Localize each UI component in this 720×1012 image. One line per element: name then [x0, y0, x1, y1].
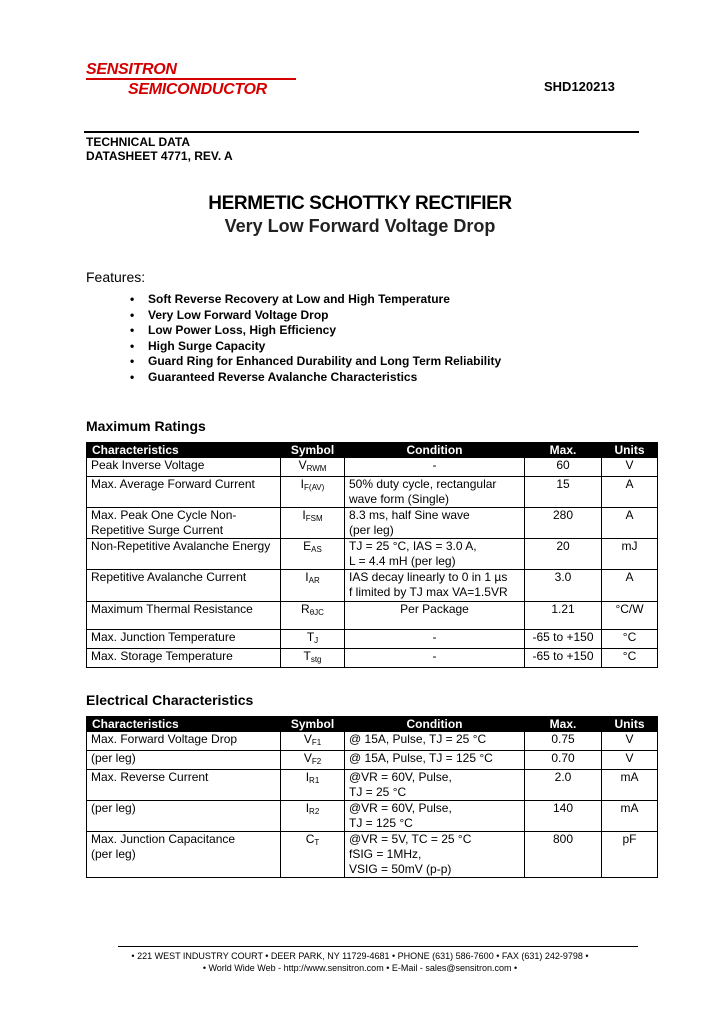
units-cell-line: A — [625, 570, 634, 584]
page-title: HERMETIC SCHOTTKY RECTIFIER — [208, 193, 512, 214]
symbol-letter: I — [300, 477, 305, 491]
units-cell — [602, 602, 658, 630]
feature-item: • High Surge Capacity — [130, 339, 501, 355]
char-cell-line: (per leg) — [91, 847, 136, 861]
table-header-row — [87, 717, 658, 732]
condition-cell-line: @ 15A, Pulse, TJ = 125 °C — [349, 751, 493, 765]
symbol-letter: T — [306, 630, 315, 644]
company-name-line2: SEMICONDUCTOR — [128, 81, 267, 98]
table-row — [87, 477, 658, 508]
symbol-subscript: F(AV) — [304, 483, 325, 492]
condition-cell-line: - — [432, 458, 437, 472]
units-cell — [602, 832, 658, 878]
max-cell-line: 280 — [552, 508, 574, 522]
char-cell-line: Repetitive Avalanche Current — [91, 570, 247, 584]
condition-cell-line: - — [432, 649, 437, 663]
col-header: Units — [602, 717, 658, 732]
max-cell-line: 3.0 — [554, 570, 572, 584]
footer-divider — [118, 946, 638, 947]
table-row — [87, 630, 658, 649]
table-row — [87, 732, 658, 751]
col-header: Max. — [525, 717, 602, 732]
symbol-subscript: J — [314, 636, 319, 645]
units-cell — [602, 751, 658, 770]
char-cell-line: Peak Inverse Voltage — [91, 458, 205, 472]
feature-item: • Low Power Loss, High Efficiency — [130, 323, 501, 339]
symbol-letter: I — [305, 770, 310, 784]
condition-cell-line: TJ = 125 °C — [349, 816, 413, 830]
condition-cell-line: TJ = 25 °C, IAS = 3.0 A, — [349, 539, 477, 553]
condition-cell-line: fSIG = 1MHz, — [349, 847, 422, 861]
char-cell-line: Max. Junction Capacitance — [91, 832, 236, 846]
char-cell — [87, 477, 281, 508]
max-cell — [525, 732, 602, 751]
symbol-subscript: F2 — [311, 757, 322, 766]
max-ratings-table — [86, 442, 658, 668]
condition-cell-line: IAS decay linearly to 0 in 1 µs — [349, 570, 508, 584]
condition-cell-line: L = 4.4 mH (per leg) — [349, 554, 456, 568]
char-cell-line: Repetitive Surge Current — [91, 523, 224, 537]
symbol-subscript: R1 — [309, 776, 320, 785]
max-cell — [525, 570, 602, 602]
doc-type: TECHNICAL DATA — [86, 135, 190, 149]
symbol-cell — [281, 630, 345, 649]
units-cell-line: °C — [622, 630, 637, 644]
condition-cell — [345, 539, 525, 570]
symbol-subscript: T — [314, 838, 320, 847]
max-cell-line: 20 — [556, 539, 570, 553]
col-header: Characteristics — [87, 443, 281, 458]
condition-cell — [345, 751, 525, 770]
table-row — [87, 751, 658, 770]
max-cell — [525, 508, 602, 539]
units-cell — [602, 649, 658, 668]
table-row — [87, 649, 658, 668]
units-cell-line: A — [625, 477, 634, 491]
symbol-cell — [281, 508, 345, 539]
condition-cell-line: @VR = 60V, Pulse, — [349, 801, 452, 815]
condition-cell-line: @ 15A, Pulse, TJ = 25 °C — [349, 732, 487, 746]
units-cell-line: mA — [620, 801, 639, 815]
features-heading: Features: — [86, 269, 146, 285]
condition-cell — [345, 477, 525, 508]
units-cell — [602, 477, 658, 508]
max-cell — [525, 477, 602, 508]
max-cell-line: 140 — [552, 801, 574, 815]
units-cell — [602, 770, 658, 801]
table-row — [87, 832, 658, 878]
symbol-cell — [281, 751, 345, 770]
char-cell-line: Max. Peak One Cycle Non- — [91, 508, 237, 522]
char-cell — [87, 649, 281, 668]
char-cell-line: Max. Junction Temperature — [91, 630, 236, 644]
feature-item: • Guaranteed Reverse Avalanche Characteristics — [130, 370, 501, 386]
table-row — [87, 770, 658, 801]
max-cell — [525, 630, 602, 649]
condition-cell — [345, 649, 525, 668]
char-cell — [87, 570, 281, 602]
max-cell — [525, 458, 602, 477]
symbol-letter: I — [302, 508, 306, 522]
max-cell — [525, 770, 602, 801]
char-cell — [87, 832, 281, 878]
col-header: Condition — [345, 443, 525, 458]
max-cell — [525, 539, 602, 570]
table-header-row — [87, 443, 658, 458]
condition-cell-line: (per leg) — [349, 523, 394, 537]
max-cell-line: 0.75 — [551, 732, 575, 746]
units-cell-line: V — [625, 458, 634, 472]
units-cell-line: pF — [622, 832, 637, 846]
max-cell-line: 2.0 — [554, 770, 572, 784]
condition-cell-line: VSIG = 50mV (p-p) — [349, 862, 452, 876]
page-subtitle: Very Low Forward Voltage Drop — [224, 216, 496, 236]
table-row — [87, 602, 658, 630]
char-cell — [87, 801, 281, 832]
max-cell-line: 1.21 — [551, 602, 575, 616]
max-cell-line: 60 — [556, 458, 570, 472]
table-row — [87, 458, 658, 477]
col-header: Condition — [345, 717, 525, 732]
char-cell-line: (per leg) — [91, 751, 136, 765]
condition-cell — [345, 801, 525, 832]
units-cell — [602, 508, 658, 539]
condition-cell — [345, 630, 525, 649]
symbol-subscript: FSM — [305, 514, 323, 523]
electrical-table — [86, 716, 658, 878]
header-divider — [84, 131, 639, 133]
symbol-subscript: R2 — [309, 807, 320, 816]
max-ratings-heading: Maximum Ratings — [86, 418, 206, 434]
char-cell-line: Max. Average Forward Current — [91, 477, 255, 491]
char-cell — [87, 602, 281, 630]
symbol-subscript: θJC — [309, 608, 324, 617]
units-cell-line: mJ — [621, 539, 638, 553]
symbol-letter: V — [298, 458, 307, 472]
table-row — [87, 570, 658, 602]
units-cell — [602, 458, 658, 477]
col-header: Symbol — [281, 443, 345, 458]
char-cell-line: Maximum Thermal Resistance — [91, 602, 253, 616]
condition-cell — [345, 570, 525, 602]
max-cell — [525, 602, 602, 630]
symbol-subscript: AR — [308, 576, 320, 585]
symbol-letter: V — [303, 732, 312, 746]
condition-cell-line: f limited by TJ max VA=1.5VR — [349, 585, 508, 599]
units-cell — [602, 732, 658, 751]
doc-info — [86, 135, 233, 163]
condition-cell-line: 50% duty cycle, rectangular — [349, 477, 497, 491]
symbol-letter: T — [303, 649, 311, 663]
symbol-cell — [281, 732, 345, 751]
units-cell — [602, 801, 658, 832]
units-cell — [602, 630, 658, 649]
char-cell — [87, 751, 281, 770]
units-cell — [602, 570, 658, 602]
feature-item: • Very Low Forward Voltage Drop — [130, 308, 501, 324]
max-cell — [525, 751, 602, 770]
feature-item: • Guard Ring for Enhanced Durability and Long Term Reliability — [130, 354, 501, 370]
max-cell-line: 15 — [556, 477, 570, 491]
symbol-letter: R — [301, 602, 310, 616]
units-cell-line: V — [625, 751, 634, 765]
char-cell-line: Max. Reverse Current — [91, 770, 209, 784]
symbol-cell — [281, 801, 345, 832]
col-header: Max. — [525, 443, 602, 458]
condition-cell — [345, 458, 525, 477]
condition-cell — [345, 508, 525, 539]
char-cell — [87, 630, 281, 649]
char-cell-line: Max. Forward Voltage Drop — [91, 732, 238, 746]
char-cell-line: Non-Repetitive Avalanche Energy — [91, 539, 271, 553]
condition-cell-line: wave form (Single) — [349, 492, 450, 506]
symbol-subscript: F1 — [311, 738, 322, 747]
symbol-cell — [281, 770, 345, 801]
table-row — [87, 539, 658, 570]
condition-cell-line: - — [432, 630, 437, 644]
symbol-letter: E — [303, 539, 312, 553]
electrical-heading: Electrical Characteristics — [86, 692, 254, 708]
char-cell — [87, 539, 281, 570]
condition-cell — [345, 732, 525, 751]
units-cell-line: °C — [622, 649, 637, 663]
symbol-subscript: AS — [311, 545, 322, 554]
symbol-cell — [281, 832, 345, 878]
char-cell — [87, 732, 281, 751]
char-cell — [87, 770, 281, 801]
col-header: Units — [602, 443, 658, 458]
condition-cell-line: @VR = 60V, Pulse, — [349, 770, 452, 784]
symbol-letter: I — [305, 801, 310, 815]
units-cell-line: °C/W — [615, 602, 644, 616]
condition-cell-line: @VR = 5V, TC = 25 °C — [349, 832, 472, 846]
units-cell-line: V — [625, 732, 634, 746]
symbol-cell — [281, 649, 345, 668]
symbol-subscript: RWM — [306, 464, 327, 473]
features-list — [130, 292, 501, 386]
units-cell — [602, 539, 658, 570]
col-header: Symbol — [281, 717, 345, 732]
symbol-cell — [281, 477, 345, 508]
condition-cell-line: TJ = 25 °C — [349, 785, 407, 799]
footer-address: • 221 WEST INDUSTRY COURT • DEER PARK, NY 11729-4681 • PHONE (631) 586-7600 • FAX (631) 242-9798 • — [131, 951, 589, 961]
symbol-cell — [281, 539, 345, 570]
symbol-cell — [281, 458, 345, 477]
condition-cell — [345, 770, 525, 801]
char-cell-line: (per leg) — [91, 801, 136, 815]
footer-contact: • World Wide Web - http://www.sensitron.com • E-Mail - sales@sensitron.com • — [202, 963, 518, 973]
symbol-letter: C — [305, 832, 315, 846]
logo-underline — [86, 78, 296, 80]
max-cell — [525, 832, 602, 878]
units-cell-line: A — [625, 508, 634, 522]
feature-item: • Soft Reverse Recovery at Low and High Temperature — [130, 292, 501, 308]
condition-cell — [345, 832, 525, 878]
condition-cell-line: Per Package — [400, 602, 469, 616]
max-cell — [525, 801, 602, 832]
units-cell-line: mA — [620, 770, 639, 784]
col-header: Characteristics — [87, 717, 281, 732]
max-cell — [525, 649, 602, 668]
max-cell-line: 0.70 — [551, 751, 575, 765]
datasheet-number: DATASHEET 4771, REV. A — [86, 149, 233, 163]
max-cell-line: 800 — [552, 832, 574, 846]
table-row — [87, 801, 658, 832]
max-cell-line: -65 to +150 — [532, 649, 594, 663]
symbol-letter: I — [305, 570, 309, 584]
symbol-subscript: stg — [310, 655, 322, 664]
char-cell-line: Max. Storage Temperature — [91, 649, 233, 663]
condition-cell-line: 8.3 ms, half Sine wave — [349, 508, 470, 522]
company-name-line1: SENSITRON — [86, 61, 177, 78]
char-cell — [87, 508, 281, 539]
table-row — [87, 508, 658, 539]
condition-cell — [345, 602, 525, 630]
max-cell-line: -65 to +150 — [532, 630, 594, 644]
symbol-cell — [281, 602, 345, 630]
symbol-cell — [281, 570, 345, 602]
symbol-letter: V — [303, 751, 312, 765]
char-cell — [87, 458, 281, 477]
part-number: SHD120213 — [544, 79, 615, 94]
